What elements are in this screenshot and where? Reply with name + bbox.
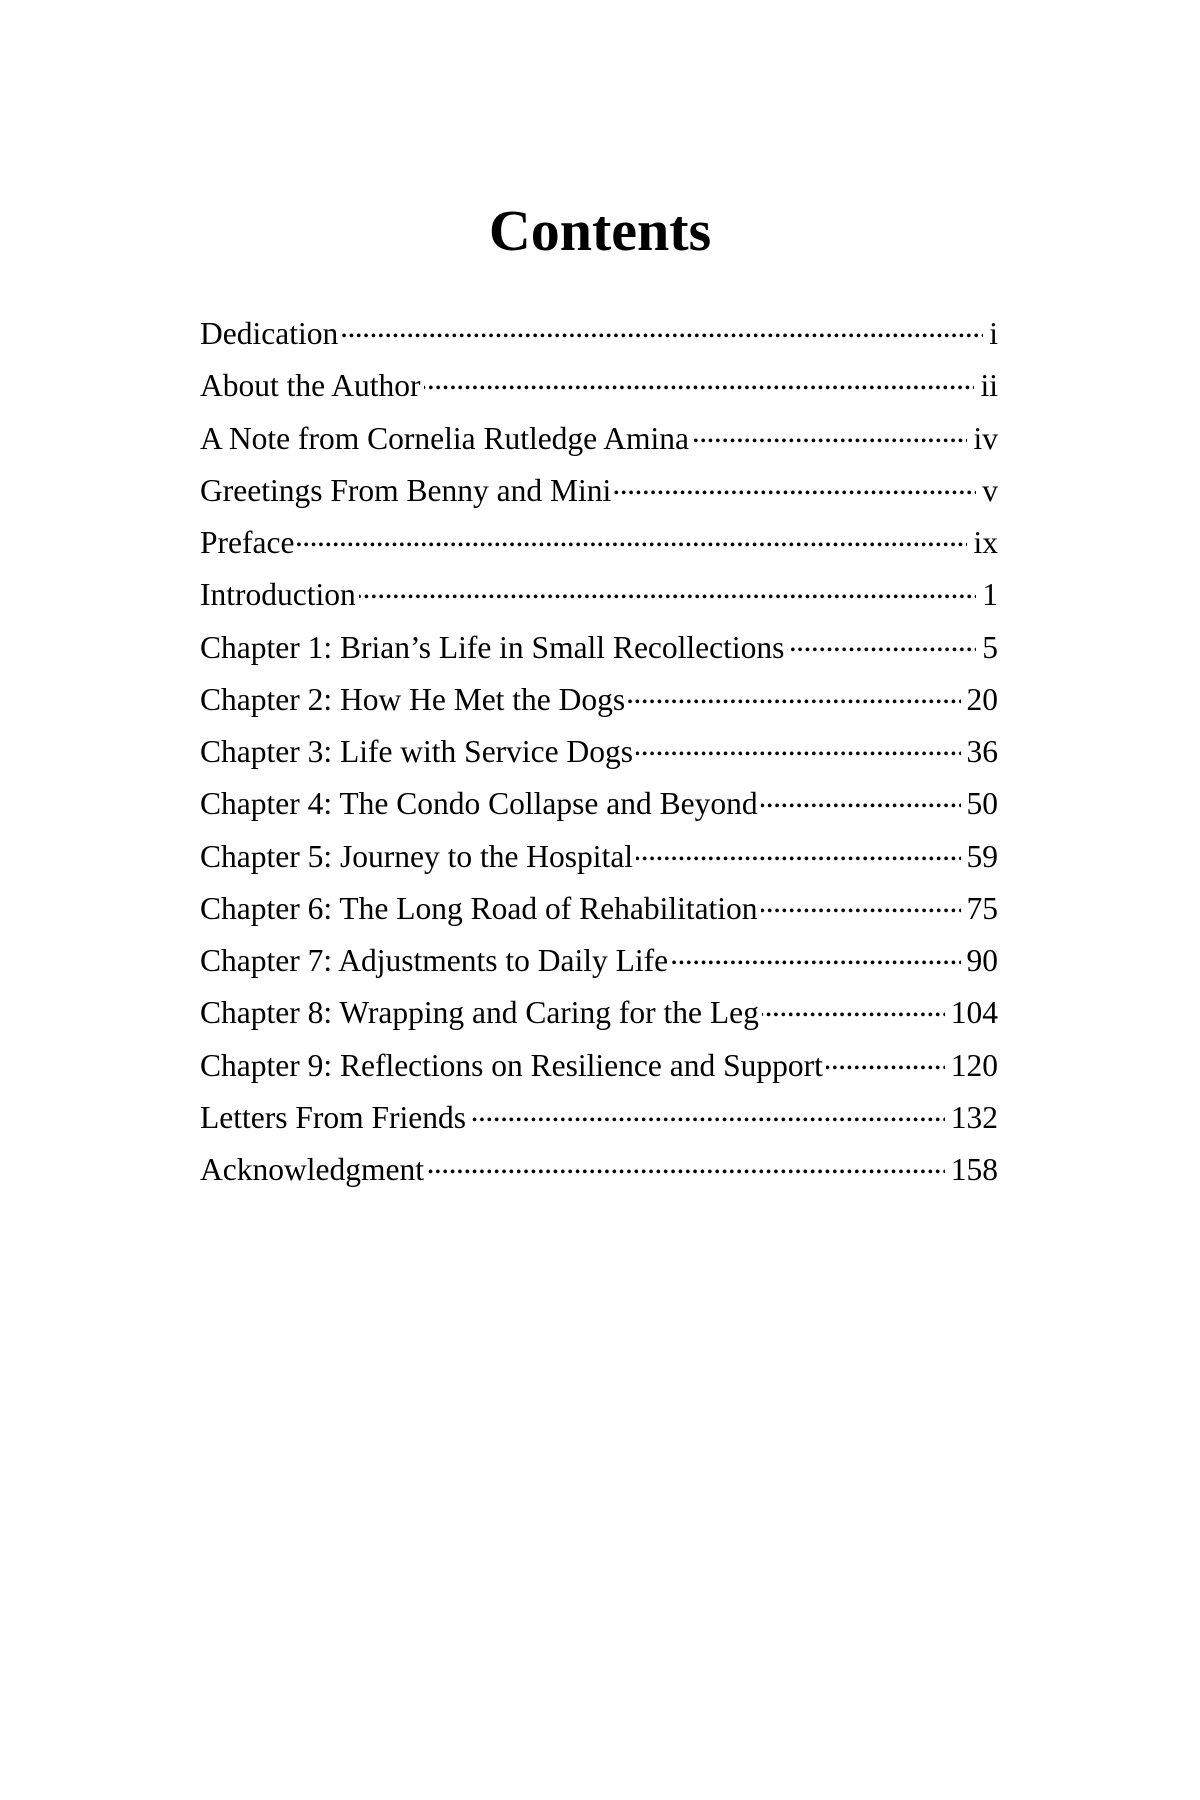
dot-leader <box>427 1150 945 1180</box>
dot-leader <box>297 523 967 553</box>
toc-entry-page-number: 1 <box>982 577 998 613</box>
toc-entry-label: Chapter 3: Life with Service Dogs <box>200 734 634 769</box>
toc-entry-chapter-1[interactable] <box>200 628 998 680</box>
toc-entry-label: Chapter 8: Wrapping and Caring for the Leg <box>200 995 759 1031</box>
toc-entry-page-number: v <box>982 472 998 508</box>
dot-leader <box>761 784 961 814</box>
dot-leader <box>671 941 960 971</box>
toc-entry-acknowledgment[interactable] <box>200 1150 998 1202</box>
toc-entry-chapter-4[interactable] <box>200 784 998 836</box>
toc-entry-label: Chapter 7: Adjustments to Daily Life <box>200 943 669 978</box>
toc-entry-page-number: 132 <box>950 1099 998 1135</box>
toc-entry-page-number: 5 <box>982 629 998 665</box>
toc-entry-page-number: iv <box>973 420 998 456</box>
toc-entry-preface[interactable] <box>200 523 998 575</box>
toc-entry-letters-from-friends[interactable] <box>200 1098 998 1150</box>
toc-entry-label: Chapter 1: Brian’s Life in Small Recollections <box>200 629 785 665</box>
toc-entry-chapter-7[interactable] <box>200 941 998 993</box>
toc-entry-dedication[interactable] <box>200 314 998 366</box>
dot-leader <box>636 837 960 867</box>
toc-entry-chapter-8[interactable] <box>200 993 998 1045</box>
toc-entry-page-number: ix <box>973 525 998 560</box>
toc-entry-page-number: 50 <box>966 786 998 822</box>
toc-entry-introduction[interactable] <box>200 575 998 627</box>
toc-entry-page-number: 120 <box>950 1047 998 1083</box>
toc-entry-about-the-author[interactable] <box>200 366 998 418</box>
toc-entry-label: Preface <box>200 525 295 560</box>
dot-leader <box>614 471 976 501</box>
toc-entry-label: A Note from Cornelia Rutledge Amina <box>200 420 690 456</box>
toc-entry-chapter-6[interactable] <box>200 889 998 941</box>
toc-entry-note-from-cornelia[interactable] <box>200 419 998 471</box>
toc-entry-page-number: 75 <box>966 890 998 926</box>
toc-entry-label: About the Author <box>200 368 421 404</box>
dot-leader <box>636 732 960 762</box>
toc-entry-chapter-2[interactable] <box>200 680 998 732</box>
dot-leader <box>787 628 976 658</box>
toc-entry-page-number: 90 <box>966 943 998 978</box>
dot-leader <box>424 366 975 396</box>
toc-entry-label: Chapter 2: How He Met the Dogs <box>200 681 626 717</box>
dot-leader <box>692 419 967 449</box>
dot-leader <box>628 680 960 710</box>
toc-entry-label: Letters From Friends <box>200 1099 466 1135</box>
toc-entry-label: Dedication <box>200 316 339 351</box>
dot-leader <box>761 889 961 919</box>
toc-entry-page-number: 20 <box>966 681 998 717</box>
dot-leader <box>359 575 977 605</box>
dot-leader <box>341 314 983 344</box>
toc-entry-label: Greetings From Benny and Mini <box>200 472 612 508</box>
toc-entry-page-number: ii <box>980 368 998 404</box>
page-title: Contents <box>488 198 712 263</box>
toc-entry-page-number: 158 <box>950 1152 998 1187</box>
toc-entry-page-number: 36 <box>966 734 998 769</box>
toc-entry-greetings[interactable] <box>200 471 998 523</box>
toc-entry-page-number: 59 <box>966 838 998 874</box>
toc-entry-chapter-5[interactable] <box>200 837 998 889</box>
toc-entry-chapter-9[interactable] <box>200 1046 998 1098</box>
toc-entry-label: Chapter 4: The Condo Collapse and Beyond <box>200 786 758 822</box>
toc-entry-page-number: i <box>989 316 998 351</box>
toc-entry-page-number: 104 <box>950 995 998 1031</box>
toc-entry-label: Introduction <box>200 577 356 613</box>
dot-leader <box>762 993 945 1023</box>
toc-entry-label: Chapter 5: Journey to the Hospital <box>200 838 634 874</box>
toc-entry-label: Chapter 9: Reflections on Resilience and Support <box>200 1047 823 1083</box>
dot-leader <box>826 1046 945 1076</box>
toc-entry-label: Acknowledgment <box>200 1152 424 1187</box>
dot-leader <box>469 1098 945 1128</box>
toc-entry-label: Chapter 6: The Long Road of Rehabilitation <box>200 890 758 926</box>
table-of-contents <box>200 314 998 1202</box>
toc-entry-chapter-3[interactable] <box>200 732 998 784</box>
